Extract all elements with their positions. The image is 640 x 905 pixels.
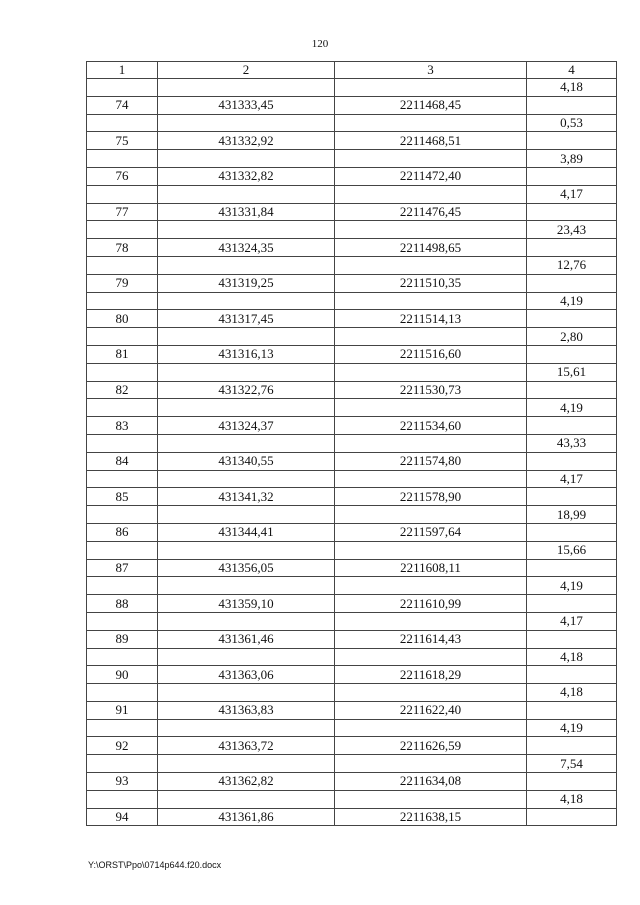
distance-cell: 0,53 [527,114,617,132]
distance-cell: 4,17 [527,470,617,488]
empty-cell [87,541,158,559]
distance-row [87,612,617,630]
empty-cell [335,648,527,666]
distance-cell: 23,43 [527,221,617,239]
empty-cell [87,221,158,239]
x-coordinate-cell: 431319,25 [158,274,335,292]
empty-cell [335,363,527,381]
x-coordinate-cell: 431361,46 [158,630,335,648]
distance-row [87,577,617,595]
header-cell-2: 2 [158,62,335,79]
empty-cell [527,274,617,292]
distance-row [87,470,617,488]
empty-cell [335,150,527,168]
empty-cell [527,239,617,257]
empty-cell [87,434,158,452]
empty-cell [158,292,335,310]
point-number-cell: 88 [87,595,158,613]
page-number: 120 [311,38,329,50]
point-row [87,274,617,292]
empty-cell [158,755,335,773]
point-number-cell: 89 [87,630,158,648]
empty-cell [87,684,158,702]
empty-cell [87,506,158,524]
point-row [87,773,617,791]
distance-row [87,292,617,310]
y-coordinate-cell: 2211514,13 [335,310,527,328]
empty-cell [335,755,527,773]
empty-cell [87,577,158,595]
empty-cell [158,719,335,737]
point-row [87,595,617,613]
distance-cell: 3,89 [527,150,617,168]
empty-cell [527,452,617,470]
empty-cell [158,506,335,524]
empty-cell [87,79,158,97]
empty-cell [335,684,527,702]
empty-cell [87,292,158,310]
empty-cell [87,790,158,808]
distance-row [87,221,617,239]
distance-row [87,114,617,132]
point-number-cell: 90 [87,666,158,684]
point-number-cell: 92 [87,737,158,755]
empty-cell [335,114,527,132]
x-coordinate-cell: 431359,10 [158,595,335,613]
empty-cell [335,185,527,203]
empty-cell [87,648,158,666]
empty-cell [335,328,527,346]
x-coordinate-cell: 431362,82 [158,773,335,791]
x-coordinate-cell: 431340,55 [158,452,335,470]
x-coordinate-cell: 431324,37 [158,417,335,435]
point-number-cell: 82 [87,381,158,399]
point-number-cell: 87 [87,559,158,577]
empty-cell [158,470,335,488]
y-coordinate-cell: 2211530,73 [335,381,527,399]
empty-cell [87,114,158,132]
empty-cell [158,790,335,808]
distance-row [87,399,617,417]
table-body [87,79,617,826]
x-coordinate-cell: 431341,32 [158,488,335,506]
empty-cell [158,399,335,417]
distance-cell: 4,17 [527,185,617,203]
point-number-cell: 94 [87,808,158,826]
empty-cell [158,612,335,630]
empty-cell [527,666,617,684]
empty-cell [87,150,158,168]
distance-row [87,790,617,808]
y-coordinate-cell: 2211476,45 [335,203,527,221]
y-coordinate-cell: 2211578,90 [335,488,527,506]
file-path-footer: Y:\ORST\Ppo\0714p644.f20.docx [88,860,222,870]
empty-cell [87,185,158,203]
point-row [87,559,617,577]
table-header [87,62,617,79]
x-coordinate-cell: 431332,82 [158,167,335,185]
header-row [87,62,617,79]
point-row [87,630,617,648]
header-cell-4: 4 [527,62,617,79]
empty-cell [87,399,158,417]
x-coordinate-cell: 431322,76 [158,381,335,399]
point-row [87,488,617,506]
x-coordinate-cell: 431317,45 [158,310,335,328]
distance-row [87,256,617,274]
y-coordinate-cell: 2211597,64 [335,523,527,541]
empty-cell [158,648,335,666]
distance-cell: 18,99 [527,506,617,524]
empty-cell [87,256,158,274]
empty-cell [158,79,335,97]
distance-cell: 4,19 [527,399,617,417]
x-coordinate-cell: 431333,45 [158,96,335,114]
empty-cell [158,577,335,595]
empty-cell [527,701,617,719]
y-coordinate-cell: 2211622,40 [335,701,527,719]
x-coordinate-cell: 431356,05 [158,559,335,577]
header-cell-3: 3 [335,62,527,79]
distance-cell: 4,18 [527,790,617,808]
distance-row [87,755,617,773]
distance-row [87,541,617,559]
point-number-cell: 79 [87,274,158,292]
y-coordinate-cell: 2211634,08 [335,773,527,791]
empty-cell [158,185,335,203]
y-coordinate-cell: 2211638,15 [335,808,527,826]
distance-row [87,363,617,381]
distance-cell: 15,61 [527,363,617,381]
distance-row [87,150,617,168]
distance-row [87,648,617,666]
x-coordinate-cell: 431324,35 [158,239,335,257]
empty-cell [527,808,617,826]
empty-cell [87,612,158,630]
point-row [87,239,617,257]
distance-row [87,506,617,524]
empty-cell [335,434,527,452]
point-row [87,381,617,399]
empty-cell [87,363,158,381]
y-coordinate-cell: 2211574,80 [335,452,527,470]
distance-cell: 4,19 [527,292,617,310]
y-coordinate-cell: 2211498,65 [335,239,527,257]
empty-cell [158,328,335,346]
y-coordinate-cell: 2211468,45 [335,96,527,114]
y-coordinate-cell: 2211614,43 [335,630,527,648]
point-number-cell: 78 [87,239,158,257]
empty-cell [527,417,617,435]
empty-cell [158,256,335,274]
point-row [87,132,617,150]
empty-cell [527,132,617,150]
empty-cell [158,434,335,452]
y-coordinate-cell: 2211610,99 [335,595,527,613]
empty-cell [335,541,527,559]
distance-row [87,185,617,203]
distance-row [87,684,617,702]
empty-cell [158,150,335,168]
empty-cell [527,310,617,328]
empty-cell [527,345,617,363]
point-number-cell: 74 [87,96,158,114]
x-coordinate-cell: 431363,06 [158,666,335,684]
point-number-cell: 86 [87,523,158,541]
empty-cell [335,221,527,239]
empty-cell [527,630,617,648]
empty-cell [527,523,617,541]
empty-cell [527,488,617,506]
y-coordinate-cell: 2211618,29 [335,666,527,684]
distance-row [87,719,617,737]
empty-cell [158,114,335,132]
empty-cell [527,595,617,613]
empty-cell [87,470,158,488]
point-row [87,737,617,755]
point-row [87,203,617,221]
point-number-cell: 76 [87,167,158,185]
distance-cell: 4,17 [527,612,617,630]
distance-row [87,328,617,346]
empty-cell [335,577,527,595]
empty-cell [527,167,617,185]
distance-cell: 4,18 [527,684,617,702]
distance-cell: 43,33 [527,434,617,452]
x-coordinate-cell: 431344,41 [158,523,335,541]
point-row [87,701,617,719]
x-coordinate-cell: 431361,86 [158,808,335,826]
point-number-cell: 93 [87,773,158,791]
empty-cell [335,399,527,417]
x-coordinate-cell: 431331,84 [158,203,335,221]
empty-cell [527,737,617,755]
y-coordinate-cell: 2211516,60 [335,345,527,363]
point-row [87,96,617,114]
point-row [87,345,617,363]
y-coordinate-cell: 2211626,59 [335,737,527,755]
point-number-cell: 77 [87,203,158,221]
empty-cell [527,203,617,221]
y-coordinate-cell: 2211608,11 [335,559,527,577]
x-coordinate-cell: 431332,92 [158,132,335,150]
empty-cell [335,470,527,488]
empty-cell [335,612,527,630]
point-number-cell: 75 [87,132,158,150]
empty-cell [527,381,617,399]
point-row [87,417,617,435]
empty-cell [335,79,527,97]
empty-cell [158,363,335,381]
point-row [87,452,617,470]
point-row [87,310,617,328]
empty-cell [527,559,617,577]
y-coordinate-cell: 2211472,40 [335,167,527,185]
empty-cell [87,719,158,737]
empty-cell [335,719,527,737]
x-coordinate-cell: 431363,72 [158,737,335,755]
point-row [87,808,617,826]
distance-cell: 12,76 [527,256,617,274]
empty-cell [335,790,527,808]
distance-cell: 7,54 [527,755,617,773]
point-number-cell: 91 [87,701,158,719]
y-coordinate-cell: 2211468,51 [335,132,527,150]
point-number-cell: 84 [87,452,158,470]
y-coordinate-cell: 2211510,35 [335,274,527,292]
coordinates-table [86,61,617,826]
point-number-cell: 83 [87,417,158,435]
empty-cell [335,292,527,310]
empty-cell [158,221,335,239]
distance-cell: 4,18 [527,648,617,666]
empty-cell [158,684,335,702]
header-cell-1: 1 [87,62,158,79]
point-number-cell: 85 [87,488,158,506]
distance-cell: 2,80 [527,328,617,346]
empty-cell [87,328,158,346]
distance-cell: 4,19 [527,719,617,737]
point-row [87,167,617,185]
distance-cell: 4,19 [527,577,617,595]
empty-cell [527,96,617,114]
point-row [87,523,617,541]
empty-cell [87,755,158,773]
distance-cell: 4,18 [527,79,617,97]
x-coordinate-cell: 431316,13 [158,345,335,363]
empty-cell [158,541,335,559]
x-coordinate-cell: 431363,83 [158,701,335,719]
empty-cell [335,506,527,524]
empty-cell [527,773,617,791]
distance-cell: 15,66 [527,541,617,559]
distance-row [87,79,617,97]
point-row [87,666,617,684]
y-coordinate-cell: 2211534,60 [335,417,527,435]
point-number-cell: 80 [87,310,158,328]
point-number-cell: 81 [87,345,158,363]
distance-row [87,434,617,452]
empty-cell [335,256,527,274]
